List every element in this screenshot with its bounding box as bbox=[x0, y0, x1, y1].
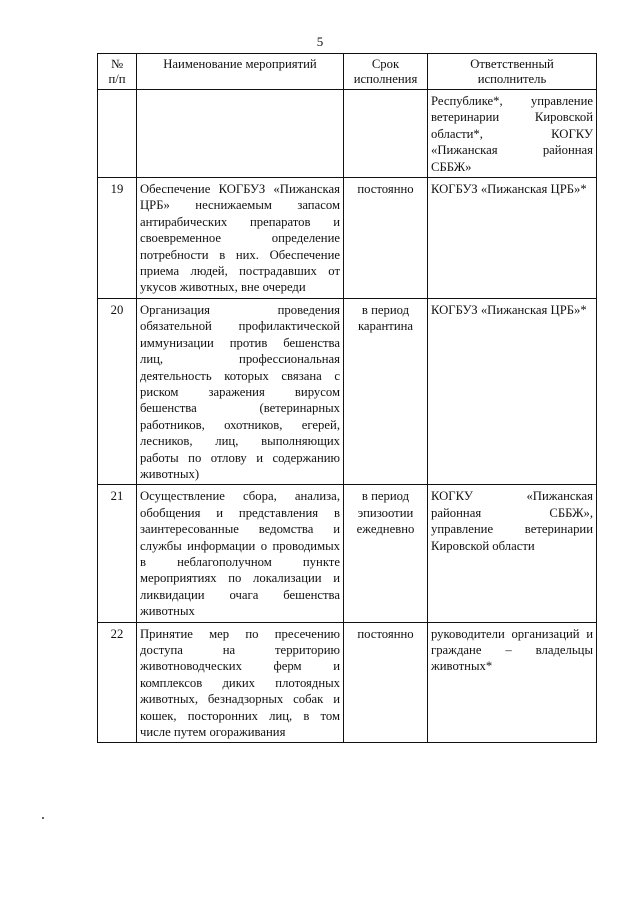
table-row bbox=[98, 90, 597, 178]
page-number: 5 bbox=[316, 34, 324, 49]
row-name bbox=[137, 90, 344, 178]
measures-table bbox=[97, 53, 597, 743]
header-responsible-line2: исполнитель bbox=[477, 72, 547, 86]
row-number: 22 bbox=[98, 622, 137, 743]
header-number-line1: № bbox=[110, 57, 124, 71]
row-number: 20 bbox=[98, 298, 137, 484]
row-term: постоянно bbox=[344, 622, 428, 743]
header-term bbox=[344, 54, 428, 90]
row-term: в период карантина bbox=[344, 298, 428, 484]
table-row bbox=[98, 298, 597, 484]
header-number bbox=[98, 54, 137, 90]
row-responsible: Республике*, управление ветеринарии Кировской области*, КОГКУ «Пижанская районная СББЖ» bbox=[428, 90, 597, 178]
row-number: 21 bbox=[98, 485, 137, 622]
row-name: Осуществление сбора, анализа, обобщения и представления в заинтересованные ведомства и службы информации о проводимых в неблагополучном пункте мероприятиях по локализации и ликвидации очага бешенства животных bbox=[137, 485, 344, 622]
row-number: 19 bbox=[98, 178, 137, 299]
header-name: Наименование мероприятий bbox=[137, 54, 344, 90]
header-responsible bbox=[428, 54, 597, 90]
table-row bbox=[98, 622, 597, 743]
table-row bbox=[98, 178, 597, 299]
row-name: Обеспечение КОГБУЗ «Пижанская ЦРБ» неснижаемым запасом антирабических препаратов и своевременное определение потребности в них. Обеспечение приема людей, пострадавших от укусов животных, вне очереди bbox=[137, 178, 344, 299]
row-responsible: КОГКУ «Пижанская районная СББЖ», управление ветеринарии Кировской области bbox=[428, 485, 597, 622]
header-number-line2: п/п bbox=[108, 72, 126, 86]
row-name: Организация проведения обязательной профилактической иммунизации против бешенства лиц, профессиональная деятельность которых связана с риском заражения вирусом бешенства (ветеринарных работников, охотников, егерей, лесников, лиц, выполняющих работы по отлову и содержанию животных) bbox=[137, 298, 344, 484]
row-term: в период эпизоотии ежедневно bbox=[344, 485, 428, 622]
header-term-line2: исполнения bbox=[353, 72, 418, 86]
stray-dot bbox=[42, 817, 44, 819]
header-term-line1: Срок bbox=[371, 57, 400, 71]
row-responsible: КОГБУЗ «Пижанская ЦРБ»* bbox=[428, 178, 597, 299]
row-responsible: КОГБУЗ «Пижанская ЦРБ»* bbox=[428, 298, 597, 484]
row-term: постоянно bbox=[344, 178, 428, 299]
row-term bbox=[344, 90, 428, 178]
header-responsible-line1: Ответственный bbox=[470, 57, 554, 71]
table-header-row bbox=[98, 54, 597, 90]
row-number bbox=[98, 90, 137, 178]
row-responsible: руководители организаций и граждане – владельцы животных* bbox=[428, 622, 597, 743]
table-row bbox=[98, 485, 597, 622]
row-name: Принятие мер по пресечению доступа на территорию животноводческих ферм и комплексов диких плотоядных животных, безнадзорных собак и кошек, посторонних лиц, в том числе путем огораживания bbox=[137, 622, 344, 743]
